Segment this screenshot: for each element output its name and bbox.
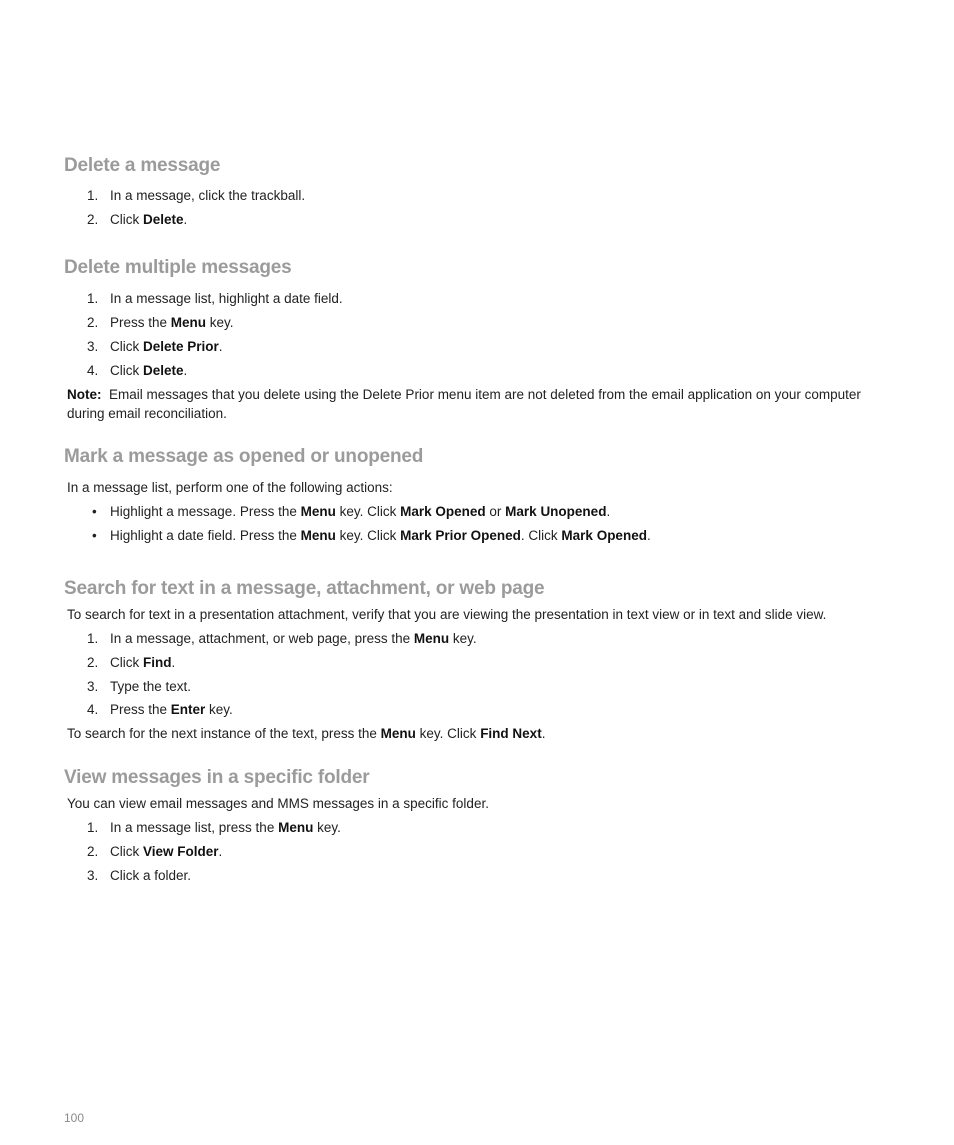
- section-outro: To search for the next instance of the text, press the Menu key. Click Find Next.: [67, 726, 546, 741]
- step-number: 3.: [87, 679, 99, 694]
- bullet-text: Highlight a message. Press the Menu key. Click Mark Opened or Mark Unopened.: [110, 504, 611, 519]
- section-intro: In a message list, perform one of the following actions:: [67, 480, 393, 495]
- bullet-marker: •: [92, 528, 97, 543]
- bullet-marker: •: [92, 504, 97, 519]
- heading-search-text: Search for text in a message, attachment, or web page: [64, 578, 545, 599]
- heading-mark-message: Mark a message as opened or unopened: [64, 446, 424, 467]
- step-number: 1.: [87, 291, 99, 306]
- step-number: 3.: [87, 868, 99, 883]
- step-number: 4.: [87, 363, 99, 378]
- note-label: Note:: [67, 387, 102, 402]
- note-line: Note: Email messages that you delete using the Delete Prior menu item are not deleted from the email application on your computer: [67, 387, 861, 402]
- step-number: 1.: [87, 188, 99, 203]
- step-text: In a message list, press the Menu key.: [110, 820, 341, 835]
- step-text: In a message list, highlight a date field.: [110, 291, 343, 306]
- section-intro: You can view email messages and MMS messages in a specific folder.: [67, 796, 489, 811]
- step-text: In a message, attachment, or web page, press the Menu key.: [110, 631, 477, 646]
- step-text: Click View Folder.: [110, 844, 223, 859]
- step-text: In a message, click the trackball.: [110, 188, 306, 203]
- step-text: Press the Menu key.: [110, 315, 234, 330]
- step-number: 1.: [87, 820, 99, 835]
- bullet-text: Highlight a date field. Press the Menu key. Click Mark Prior Opened. Click Mark Opened.: [110, 528, 651, 543]
- step-number: 2.: [87, 212, 99, 227]
- step-text: Click a folder.: [110, 868, 192, 883]
- page-number: 100: [64, 1111, 85, 1125]
- step-number: 4.: [87, 702, 99, 717]
- step-number: 2.: [87, 844, 99, 859]
- step-number: 2.: [87, 655, 99, 670]
- step-text: Click Delete.: [110, 363, 188, 378]
- step-number: 2.: [87, 315, 99, 330]
- heading-delete-message: Delete a message: [64, 155, 221, 176]
- step-text: Click Delete Prior.: [110, 339, 223, 354]
- step-text: Click Delete.: [110, 212, 188, 227]
- step-text: Type the text.: [110, 679, 192, 694]
- step-text: Press the Enter key.: [110, 702, 233, 717]
- step-number: 1.: [87, 631, 99, 646]
- heading-view-folder: View messages in a specific folder: [64, 767, 370, 788]
- section-intro: To search for text in a presentation attachment, verify that you are viewing the presentation in text view or in text and slide view.: [67, 607, 827, 622]
- note-line: during email reconciliation.: [67, 406, 227, 421]
- step-text: Click Find.: [110, 655, 176, 670]
- heading-delete-multiple: Delete multiple messages: [64, 257, 292, 278]
- step-number: 3.: [87, 339, 99, 354]
